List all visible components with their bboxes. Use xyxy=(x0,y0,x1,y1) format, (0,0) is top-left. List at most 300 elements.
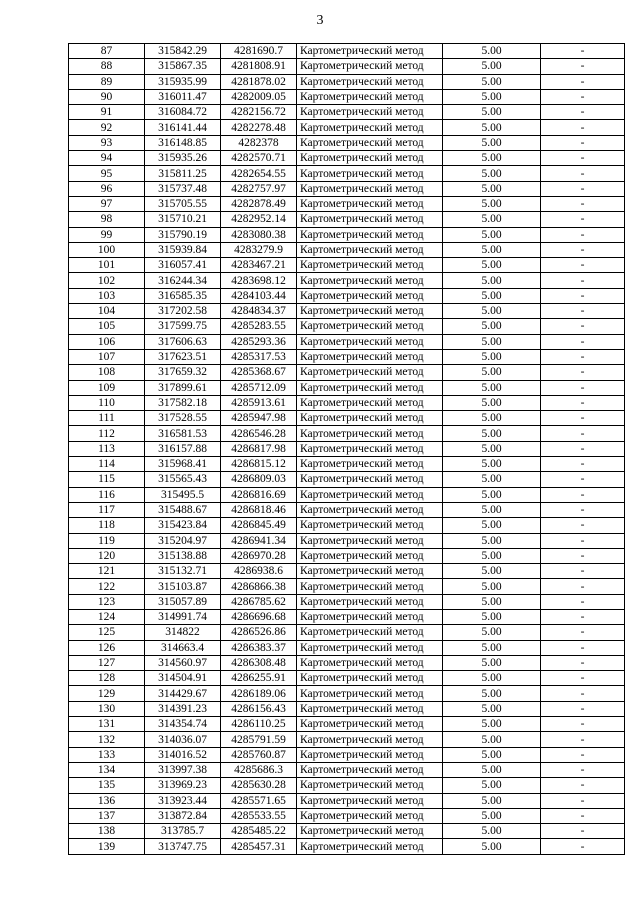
method-cell: Картометрический метод xyxy=(297,349,443,364)
x-coordinate-cell: 315565.43 xyxy=(145,472,221,487)
description-cell: - xyxy=(541,747,625,762)
accuracy-cell: 5.00 xyxy=(443,74,541,89)
table-row xyxy=(69,288,625,303)
table-row xyxy=(69,686,625,701)
accuracy-cell: 5.00 xyxy=(443,686,541,701)
table-row xyxy=(69,625,625,640)
x-coordinate-cell: 317659.32 xyxy=(145,365,221,380)
description-cell: - xyxy=(541,395,625,410)
x-coordinate-cell: 314504.91 xyxy=(145,671,221,686)
y-coordinate-cell: 4282878.49 xyxy=(221,196,297,211)
method-cell: Картометрический метод xyxy=(297,74,443,89)
y-coordinate-cell: 4286970.28 xyxy=(221,548,297,563)
description-cell: - xyxy=(541,105,625,120)
point-number-cell: 101 xyxy=(69,258,145,273)
x-coordinate-cell: 315811.25 xyxy=(145,166,221,181)
y-coordinate-cell: 4286815.12 xyxy=(221,457,297,472)
accuracy-cell: 5.00 xyxy=(443,793,541,808)
accuracy-cell: 5.00 xyxy=(443,288,541,303)
accuracy-cell: 5.00 xyxy=(443,135,541,150)
table-row xyxy=(69,349,625,364)
method-cell: Картометрический метод xyxy=(297,120,443,135)
accuracy-cell: 5.00 xyxy=(443,655,541,670)
x-coordinate-cell: 316244.34 xyxy=(145,273,221,288)
y-coordinate-cell: 4286110.25 xyxy=(221,717,297,732)
x-coordinate-cell: 314354.74 xyxy=(145,717,221,732)
y-coordinate-cell: 4286785.62 xyxy=(221,594,297,609)
table-row xyxy=(69,824,625,839)
method-cell: Картометрический метод xyxy=(297,778,443,793)
x-coordinate-cell: 314016.52 xyxy=(145,747,221,762)
y-coordinate-cell: 4281878.02 xyxy=(221,74,297,89)
accuracy-cell: 5.00 xyxy=(443,518,541,533)
y-coordinate-cell: 4286816.69 xyxy=(221,487,297,502)
accuracy-cell: 5.00 xyxy=(443,808,541,823)
method-cell: Картометрический метод xyxy=(297,151,443,166)
description-cell: - xyxy=(541,518,625,533)
method-cell: Картометрический метод xyxy=(297,288,443,303)
table-row xyxy=(69,548,625,563)
method-cell: Картометрический метод xyxy=(297,426,443,441)
y-coordinate-cell: 4285283.55 xyxy=(221,319,297,334)
table-row xyxy=(69,227,625,242)
description-cell: - xyxy=(541,181,625,196)
point-number-cell: 125 xyxy=(69,625,145,640)
table-row xyxy=(69,426,625,441)
method-cell: Картометрический метод xyxy=(297,625,443,640)
table-row xyxy=(69,258,625,273)
method-cell: Картометрический метод xyxy=(297,441,443,456)
y-coordinate-cell: 4285368.67 xyxy=(221,365,297,380)
accuracy-cell: 5.00 xyxy=(443,457,541,472)
x-coordinate-cell: 315138.88 xyxy=(145,548,221,563)
y-coordinate-cell: 4286938.6 xyxy=(221,564,297,579)
accuracy-cell: 5.00 xyxy=(443,242,541,257)
table-row xyxy=(69,655,625,670)
method-cell: Картометрический метод xyxy=(297,472,443,487)
accuracy-cell: 5.00 xyxy=(443,227,541,242)
description-cell: - xyxy=(541,120,625,135)
y-coordinate-cell: 4282378 xyxy=(221,135,297,150)
point-number-cell: 93 xyxy=(69,135,145,150)
x-coordinate-cell: 315939.84 xyxy=(145,242,221,257)
x-coordinate-cell: 314991.74 xyxy=(145,609,221,624)
point-number-cell: 89 xyxy=(69,74,145,89)
point-number-cell: 129 xyxy=(69,686,145,701)
description-cell: - xyxy=(541,44,625,59)
description-cell: - xyxy=(541,686,625,701)
accuracy-cell: 5.00 xyxy=(443,151,541,166)
table-row xyxy=(69,441,625,456)
accuracy-cell: 5.00 xyxy=(443,411,541,426)
table-row xyxy=(69,732,625,747)
description-cell: - xyxy=(541,411,625,426)
description-cell: - xyxy=(541,548,625,563)
x-coordinate-cell: 313872.84 xyxy=(145,808,221,823)
method-cell: Картометрический метод xyxy=(297,594,443,609)
method-cell: Картометрический метод xyxy=(297,824,443,839)
x-coordinate-cell: 314391.23 xyxy=(145,701,221,716)
table-row xyxy=(69,166,625,181)
method-cell: Картометрический метод xyxy=(297,518,443,533)
table-row xyxy=(69,472,625,487)
accuracy-cell: 5.00 xyxy=(443,426,541,441)
description-cell: - xyxy=(541,640,625,655)
method-cell: Картометрический метод xyxy=(297,732,443,747)
description-cell: - xyxy=(541,717,625,732)
point-number-cell: 130 xyxy=(69,701,145,716)
description-cell: - xyxy=(541,304,625,319)
description-cell: - xyxy=(541,258,625,273)
y-coordinate-cell: 4286845.49 xyxy=(221,518,297,533)
x-coordinate-cell: 317528.55 xyxy=(145,411,221,426)
point-number-cell: 105 xyxy=(69,319,145,334)
table-row xyxy=(69,747,625,762)
x-coordinate-cell: 315710.21 xyxy=(145,212,221,227)
x-coordinate-cell: 315057.89 xyxy=(145,594,221,609)
x-coordinate-cell: 314036.07 xyxy=(145,732,221,747)
coordinates-table xyxy=(68,43,625,855)
table-row xyxy=(69,380,625,395)
description-cell: - xyxy=(541,655,625,670)
y-coordinate-cell: 4285913.61 xyxy=(221,395,297,410)
y-coordinate-cell: 4285630.28 xyxy=(221,778,297,793)
description-cell: - xyxy=(541,334,625,349)
x-coordinate-cell: 316585.35 xyxy=(145,288,221,303)
accuracy-cell: 5.00 xyxy=(443,365,541,380)
description-cell: - xyxy=(541,74,625,89)
method-cell: Картометрический метод xyxy=(297,319,443,334)
y-coordinate-cell: 4281808.91 xyxy=(221,59,297,74)
x-coordinate-cell: 316148.85 xyxy=(145,135,221,150)
x-coordinate-cell: 313923.44 xyxy=(145,793,221,808)
description-cell: - xyxy=(541,166,625,181)
y-coordinate-cell: 4285485.22 xyxy=(221,824,297,839)
x-coordinate-cell: 315867.35 xyxy=(145,59,221,74)
accuracy-cell: 5.00 xyxy=(443,839,541,854)
y-coordinate-cell: 4285293.36 xyxy=(221,334,297,349)
x-coordinate-cell: 315705.55 xyxy=(145,196,221,211)
description-cell: - xyxy=(541,701,625,716)
x-coordinate-cell: 314663.4 xyxy=(145,640,221,655)
table-row xyxy=(69,717,625,732)
y-coordinate-cell: 4286526.86 xyxy=(221,625,297,640)
accuracy-cell: 5.00 xyxy=(443,273,541,288)
accuracy-cell: 5.00 xyxy=(443,89,541,104)
x-coordinate-cell: 317599.75 xyxy=(145,319,221,334)
accuracy-cell: 5.00 xyxy=(443,640,541,655)
y-coordinate-cell: 4285686.3 xyxy=(221,762,297,777)
x-coordinate-cell: 316581.53 xyxy=(145,426,221,441)
accuracy-cell: 5.00 xyxy=(443,671,541,686)
accuracy-cell: 5.00 xyxy=(443,701,541,716)
x-coordinate-cell: 315423.84 xyxy=(145,518,221,533)
accuracy-cell: 5.00 xyxy=(443,472,541,487)
description-cell: - xyxy=(541,472,625,487)
point-number-cell: 104 xyxy=(69,304,145,319)
accuracy-cell: 5.00 xyxy=(443,319,541,334)
point-number-cell: 99 xyxy=(69,227,145,242)
method-cell: Картометрический метод xyxy=(297,762,443,777)
table-row xyxy=(69,395,625,410)
method-cell: Картометрический метод xyxy=(297,380,443,395)
point-number-cell: 92 xyxy=(69,120,145,135)
point-number-cell: 112 xyxy=(69,426,145,441)
accuracy-cell: 5.00 xyxy=(443,824,541,839)
point-number-cell: 100 xyxy=(69,242,145,257)
x-coordinate-cell: 315103.87 xyxy=(145,579,221,594)
point-number-cell: 103 xyxy=(69,288,145,303)
point-number-cell: 116 xyxy=(69,487,145,502)
method-cell: Картометрический метод xyxy=(297,181,443,196)
y-coordinate-cell: 4286383.37 xyxy=(221,640,297,655)
method-cell: Картометрический метод xyxy=(297,671,443,686)
y-coordinate-cell: 4282757.97 xyxy=(221,181,297,196)
description-cell: - xyxy=(541,288,625,303)
point-number-cell: 119 xyxy=(69,533,145,548)
x-coordinate-cell: 313785.7 xyxy=(145,824,221,839)
y-coordinate-cell: 4284834.37 xyxy=(221,304,297,319)
accuracy-cell: 5.00 xyxy=(443,762,541,777)
table-row xyxy=(69,120,625,135)
table-row xyxy=(69,151,625,166)
x-coordinate-cell: 315737.48 xyxy=(145,181,221,196)
point-number-cell: 90 xyxy=(69,89,145,104)
x-coordinate-cell: 314822 xyxy=(145,625,221,640)
y-coordinate-cell: 4284103.44 xyxy=(221,288,297,303)
point-number-cell: 117 xyxy=(69,502,145,517)
point-number-cell: 135 xyxy=(69,778,145,793)
method-cell: Картометрический метод xyxy=(297,839,443,854)
method-cell: Картометрический метод xyxy=(297,304,443,319)
x-coordinate-cell: 316141.44 xyxy=(145,120,221,135)
y-coordinate-cell: 4282570.71 xyxy=(221,151,297,166)
point-number-cell: 87 xyxy=(69,44,145,59)
y-coordinate-cell: 4285712.09 xyxy=(221,380,297,395)
description-cell: - xyxy=(541,441,625,456)
table-row xyxy=(69,457,625,472)
method-cell: Картометрический метод xyxy=(297,808,443,823)
accuracy-cell: 5.00 xyxy=(443,732,541,747)
point-number-cell: 107 xyxy=(69,349,145,364)
y-coordinate-cell: 4286696.68 xyxy=(221,609,297,624)
x-coordinate-cell: 317899.61 xyxy=(145,380,221,395)
description-cell: - xyxy=(541,625,625,640)
point-number-cell: 132 xyxy=(69,732,145,747)
y-coordinate-cell: 4283279.9 xyxy=(221,242,297,257)
method-cell: Картометрический метод xyxy=(297,502,443,517)
point-number-cell: 113 xyxy=(69,441,145,456)
method-cell: Картометрический метод xyxy=(297,258,443,273)
y-coordinate-cell: 4285791.59 xyxy=(221,732,297,747)
table-row xyxy=(69,319,625,334)
method-cell: Картометрический метод xyxy=(297,227,443,242)
y-coordinate-cell: 4286546.28 xyxy=(221,426,297,441)
x-coordinate-cell: 317623.51 xyxy=(145,349,221,364)
y-coordinate-cell: 4286156.43 xyxy=(221,701,297,716)
accuracy-cell: 5.00 xyxy=(443,181,541,196)
point-number-cell: 126 xyxy=(69,640,145,655)
x-coordinate-cell: 316011.47 xyxy=(145,89,221,104)
x-coordinate-cell: 317202.58 xyxy=(145,304,221,319)
x-coordinate-cell: 315132.71 xyxy=(145,564,221,579)
x-coordinate-cell: 317606.63 xyxy=(145,334,221,349)
accuracy-cell: 5.00 xyxy=(443,594,541,609)
method-cell: Картометрический метод xyxy=(297,487,443,502)
method-cell: Картометрический метод xyxy=(297,793,443,808)
y-coordinate-cell: 4285947.98 xyxy=(221,411,297,426)
point-number-cell: 108 xyxy=(69,365,145,380)
x-coordinate-cell: 313747.75 xyxy=(145,839,221,854)
accuracy-cell: 5.00 xyxy=(443,59,541,74)
description-cell: - xyxy=(541,824,625,839)
y-coordinate-cell: 4285317.53 xyxy=(221,349,297,364)
method-cell: Картометрический метод xyxy=(297,44,443,59)
accuracy-cell: 5.00 xyxy=(443,44,541,59)
point-number-cell: 138 xyxy=(69,824,145,839)
table-row xyxy=(69,334,625,349)
description-cell: - xyxy=(541,594,625,609)
table-row xyxy=(69,778,625,793)
accuracy-cell: 5.00 xyxy=(443,258,541,273)
method-cell: Картометрический метод xyxy=(297,579,443,594)
point-number-cell: 131 xyxy=(69,717,145,732)
y-coordinate-cell: 4285760.87 xyxy=(221,747,297,762)
table-row xyxy=(69,594,625,609)
description-cell: - xyxy=(541,502,625,517)
accuracy-cell: 5.00 xyxy=(443,747,541,762)
table-row xyxy=(69,59,625,74)
description-cell: - xyxy=(541,457,625,472)
y-coordinate-cell: 4286308.48 xyxy=(221,655,297,670)
description-cell: - xyxy=(541,196,625,211)
description-cell: - xyxy=(541,135,625,150)
description-cell: - xyxy=(541,778,625,793)
accuracy-cell: 5.00 xyxy=(443,334,541,349)
point-number-cell: 96 xyxy=(69,181,145,196)
point-number-cell: 91 xyxy=(69,105,145,120)
point-number-cell: 127 xyxy=(69,655,145,670)
y-coordinate-cell: 4283467.21 xyxy=(221,258,297,273)
x-coordinate-cell: 316084.72 xyxy=(145,105,221,120)
x-coordinate-cell: 315842.29 xyxy=(145,44,221,59)
y-coordinate-cell: 4286809.03 xyxy=(221,472,297,487)
x-coordinate-cell: 314429.67 xyxy=(145,686,221,701)
y-coordinate-cell: 4283698.12 xyxy=(221,273,297,288)
accuracy-cell: 5.00 xyxy=(443,579,541,594)
table-row xyxy=(69,640,625,655)
table-row xyxy=(69,609,625,624)
point-number-cell: 123 xyxy=(69,594,145,609)
x-coordinate-cell: 315935.26 xyxy=(145,151,221,166)
point-number-cell: 94 xyxy=(69,151,145,166)
accuracy-cell: 5.00 xyxy=(443,105,541,120)
accuracy-cell: 5.00 xyxy=(443,609,541,624)
accuracy-cell: 5.00 xyxy=(443,380,541,395)
point-number-cell: 95 xyxy=(69,166,145,181)
description-cell: - xyxy=(541,380,625,395)
description-cell: - xyxy=(541,487,625,502)
table-row xyxy=(69,273,625,288)
table-row xyxy=(69,701,625,716)
point-number-cell: 124 xyxy=(69,609,145,624)
table-row xyxy=(69,212,625,227)
point-number-cell: 102 xyxy=(69,273,145,288)
table-row xyxy=(69,74,625,89)
description-cell: - xyxy=(541,579,625,594)
method-cell: Картометрический метод xyxy=(297,365,443,380)
table-row xyxy=(69,762,625,777)
point-number-cell: 111 xyxy=(69,411,145,426)
description-cell: - xyxy=(541,212,625,227)
description-cell: - xyxy=(541,839,625,854)
method-cell: Картометрический метод xyxy=(297,640,443,655)
method-cell: Картометрический метод xyxy=(297,411,443,426)
description-cell: - xyxy=(541,242,625,257)
point-number-cell: 97 xyxy=(69,196,145,211)
method-cell: Картометрический метод xyxy=(297,747,443,762)
description-cell: - xyxy=(541,564,625,579)
table-row xyxy=(69,89,625,104)
table-row xyxy=(69,411,625,426)
method-cell: Картометрический метод xyxy=(297,89,443,104)
point-number-cell: 88 xyxy=(69,59,145,74)
y-coordinate-cell: 4286189.06 xyxy=(221,686,297,701)
table-row xyxy=(69,564,625,579)
description-cell: - xyxy=(541,762,625,777)
table-row xyxy=(69,487,625,502)
description-cell: - xyxy=(541,732,625,747)
accuracy-cell: 5.00 xyxy=(443,120,541,135)
accuracy-cell: 5.00 xyxy=(443,349,541,364)
description-cell: - xyxy=(541,533,625,548)
y-coordinate-cell: 4282156.72 xyxy=(221,105,297,120)
y-coordinate-cell: 4286866.38 xyxy=(221,579,297,594)
table-row xyxy=(69,304,625,319)
accuracy-cell: 5.00 xyxy=(443,441,541,456)
method-cell: Картометрический метод xyxy=(297,655,443,670)
method-cell: Картометрический метод xyxy=(297,548,443,563)
method-cell: Картометрический метод xyxy=(297,533,443,548)
description-cell: - xyxy=(541,349,625,364)
point-number-cell: 115 xyxy=(69,472,145,487)
y-coordinate-cell: 4282278.48 xyxy=(221,120,297,135)
accuracy-cell: 5.00 xyxy=(443,625,541,640)
method-cell: Картометрический метод xyxy=(297,395,443,410)
point-number-cell: 98 xyxy=(69,212,145,227)
point-number-cell: 118 xyxy=(69,518,145,533)
table-row xyxy=(69,242,625,257)
page-number: 3 xyxy=(316,13,324,28)
point-number-cell: 114 xyxy=(69,457,145,472)
table-row xyxy=(69,196,625,211)
table-row xyxy=(69,44,625,59)
accuracy-cell: 5.00 xyxy=(443,196,541,211)
description-cell: - xyxy=(541,793,625,808)
description-cell: - xyxy=(541,365,625,380)
y-coordinate-cell: 4282009.05 xyxy=(221,89,297,104)
coordinates-table-body xyxy=(69,44,625,855)
description-cell: - xyxy=(541,671,625,686)
accuracy-cell: 5.00 xyxy=(443,533,541,548)
x-coordinate-cell: 314560.97 xyxy=(145,655,221,670)
description-cell: - xyxy=(541,59,625,74)
point-number-cell: 120 xyxy=(69,548,145,563)
x-coordinate-cell: 315204.97 xyxy=(145,533,221,548)
description-cell: - xyxy=(541,808,625,823)
method-cell: Картометрический метод xyxy=(297,609,443,624)
x-coordinate-cell: 315968.41 xyxy=(145,457,221,472)
